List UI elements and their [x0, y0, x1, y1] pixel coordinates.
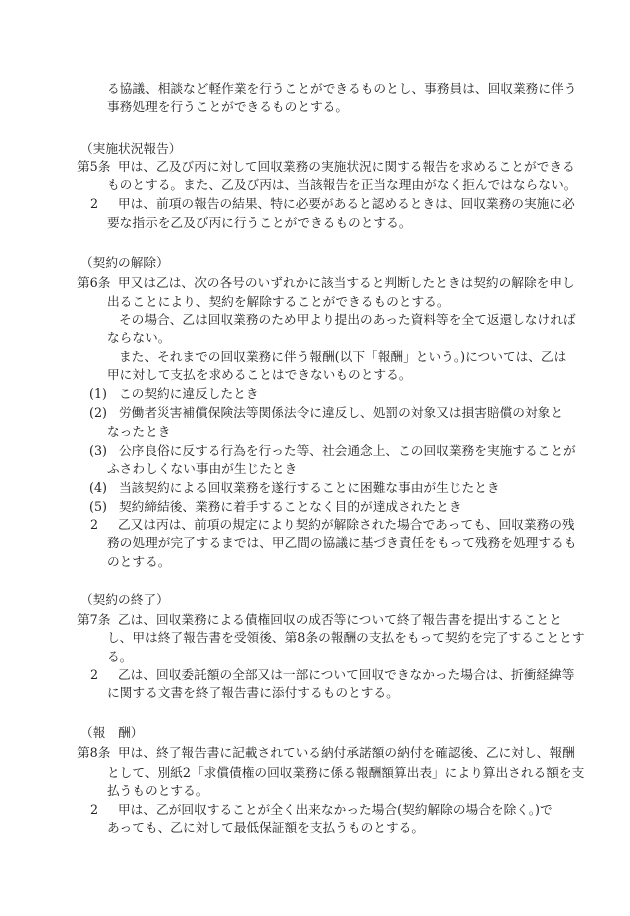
- body-line: 甲に対して支払を求めることはできないものとする。: [107, 367, 412, 382]
- article-number: 第6条: [77, 275, 111, 290]
- body-line: 甲は、前項の報告の結果、特に必要があると認めるときは、回収業務の実施に必: [118, 196, 575, 211]
- body-line: 事務処理を行うことができるものとする。: [107, 99, 349, 114]
- body-line: として、別紙2「求償債権の回収業務に係る報酬額算出表」により算出される額を支: [107, 765, 585, 780]
- article-number: 第5条: [77, 159, 111, 174]
- body-line: 甲は、乙及び丙に対して回収業務の実施状況に関する報告を求めることができる: [118, 159, 575, 174]
- paragraph-number: 2: [90, 802, 99, 817]
- body-line: 甲は、乙が回収することが全く出来なかった場合(契約解除の場合を除く。)で: [118, 802, 553, 817]
- body-line: また、それまでの回収業務に伴う報酬(以下「報酬」という。)については、乙は: [119, 349, 567, 364]
- body-line: のとする。: [107, 554, 171, 569]
- section-heading: （契約の終了）: [80, 592, 169, 607]
- body-line: 出ることにより、契約を解除することができるものとする。: [107, 294, 450, 309]
- paragraph-number: 2: [90, 517, 99, 532]
- body-line: 乙は、回収業務による債権回収の成否等について終了報告書を提出することと: [118, 612, 562, 627]
- item-number: (1): [89, 386, 107, 401]
- item-number: (2): [89, 405, 107, 420]
- body-line: 甲又は乙は、次の各号のいずれかに該当すると判断したときは契約の解除を申し: [118, 275, 575, 290]
- body-line: ならない。: [107, 330, 171, 345]
- body-line: 要な指示を乙及び丙に行うことができるものとする。: [107, 215, 412, 230]
- paragraph-number: 2: [90, 667, 99, 682]
- section-heading: （報 酬）: [80, 725, 144, 740]
- body-line: その場合、乙は回収業務のため甲より提出のあった資料等を全て返還しなければ: [119, 312, 576, 327]
- body-line: 甲は、終了報告書に記載されている納付承諾額の納付を確認後、乙に対し、報酬: [118, 745, 575, 760]
- body-line: 契約締結後、業務に着手することなく目的が達成されたとき: [119, 499, 462, 514]
- body-line: 乙又は丙は、前項の規定により契約が解除された場合であっても、回収業務の残: [118, 517, 575, 532]
- body-line: あっても、乙に対して最低保証額を支払うものとする。: [107, 820, 425, 835]
- body-line: し、甲は終了報告書を受領後、第8条の報酬の支払をもって契約を完了することとす: [107, 630, 585, 645]
- body-line: る。: [107, 649, 133, 664]
- body-line: この契約に違反したとき: [119, 386, 259, 401]
- item-number: (5): [89, 499, 107, 514]
- article-number: 第8条: [77, 745, 111, 760]
- paragraph-number: 2: [90, 196, 99, 211]
- item-number: (3): [89, 443, 107, 458]
- section-heading: （実施状況報告）: [80, 141, 182, 156]
- body-line: 当該契約による回収業務を遂行することに困難な事由が生じたとき: [119, 480, 500, 495]
- body-line: る協議、相談など軽作業を行うことができるものとし、事務員は、回収業務に伴う: [107, 81, 577, 96]
- body-line: 務の処理が完了するまでは、甲乙間の協議に基づき責任をもって残務を処理するも: [107, 535, 577, 550]
- body-line: 乙は、回収委託額の全部又は一部について回収できなかった場合は、折衝経緯等: [118, 667, 575, 682]
- body-line: ものとする。また、乙及び丙は、当該報告を正当な理由がなく拒んではならない。: [107, 177, 577, 192]
- body-line: 払うものとする。: [107, 783, 209, 798]
- article-number: 第7条: [77, 612, 111, 627]
- body-line: に関する文書を終了報告書に添付するものとする。: [107, 685, 399, 700]
- section-heading: （契約の解除）: [80, 255, 169, 270]
- item-number: (4): [89, 480, 107, 495]
- body-line: なったとき: [107, 424, 171, 439]
- body-line: 労働者災害補償保険法等関係法令に違反し、処罰の対象又は損害賠償の対象と: [119, 405, 564, 420]
- body-line: ふさわしくない事由が生じたとき: [107, 461, 298, 476]
- body-line: 公序良俗に反する行為を行った等、社会通念上、この回収業務を実施することが: [119, 443, 576, 458]
